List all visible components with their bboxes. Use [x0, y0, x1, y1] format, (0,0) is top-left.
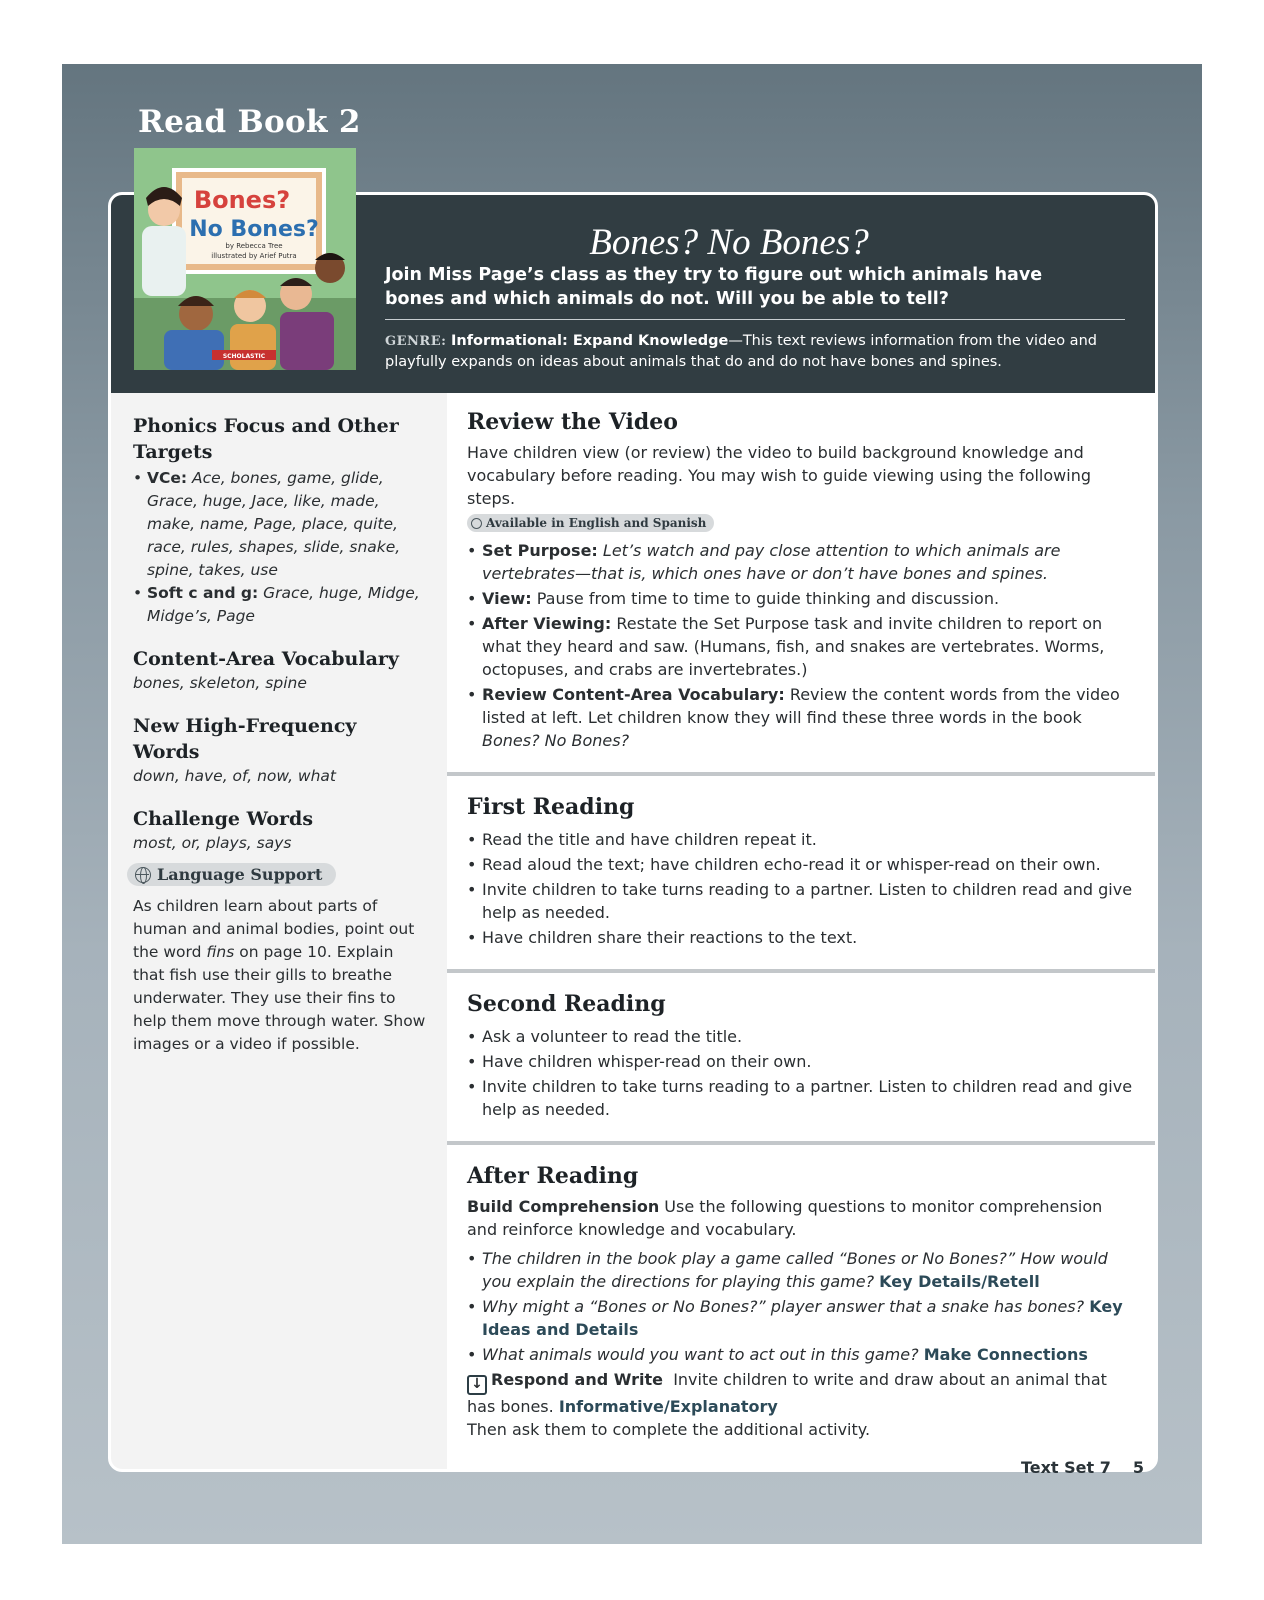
genre-key: GENRE:: [385, 334, 447, 349]
cover-title-line2: No Bones?: [189, 217, 319, 242]
language-support-badge: [127, 863, 336, 886]
section-title: Read Book 2: [138, 104, 361, 140]
book-cover-image: [134, 148, 356, 370]
step-label: After Viewing:: [482, 613, 612, 633]
first-reading-heading: First Reading: [467, 793, 635, 820]
phonics-heading: Phonics Focus and Other Targets: [133, 415, 399, 463]
list-item: • Invite children to take turns reading to a partner. Listen to children read and give help as needed.: [467, 878, 1135, 924]
book-description: Join Miss Page’s class as they try to figure out which animals have bones and which animals do not. Will you be able to tell?: [385, 265, 1043, 309]
lang-text-part: As children learn about parts of human and animal bodies, point out the word: [133, 896, 415, 961]
genre-label: Informational: Expand Knowledge: [451, 333, 729, 349]
step-text: Let’s watch and pay close attention to which animals are vertebrates—that is, which ones have or don’t have bones and spines.: [482, 540, 1061, 583]
page-number: 5: [1132, 1458, 1144, 1477]
phonics-list: [133, 467, 429, 628]
footer-text-set: Text Set 7: [1020, 1458, 1111, 1477]
download-arrow-icon: ↓: [467, 1375, 487, 1395]
step-text: Restate the Set Purpose task and invite children to report on what they heard and saw. (Humans, fish, and snakes are vertebrates. Worms, octopuses, and crabs are invertebrates.): [482, 613, 1105, 679]
globe-icon: [471, 518, 482, 529]
respond-and-write: [467, 1368, 1135, 1418]
respond-text: Invite children to write and draw about an animal that has bones.: [467, 1369, 1107, 1416]
language-support-label: Language Support: [157, 865, 323, 884]
step-label: Review Content-Area Vocabulary:: [482, 684, 785, 704]
step-text: Pause from time to time to guide thinking and discussion.: [536, 588, 1000, 608]
list-item: [467, 612, 1135, 681]
list-item: [133, 467, 429, 582]
challenge-heading: Challenge Words: [133, 808, 314, 830]
question-list: [467, 1247, 1135, 1366]
book-title-ref: Bones? No Bones?: [482, 730, 630, 750]
vce-words: Ace, bones, game, glide, Grace, huge, Jace, like, made, make, name, Page, place, quite, race, rules, shapes, slide, snake, spine, takes, use: [147, 469, 401, 579]
second-reading-list: [467, 1025, 1135, 1121]
list-item: [133, 582, 429, 628]
list-item: [467, 1247, 1135, 1293]
build-comprehension: [467, 1195, 1135, 1241]
list-item: • Read aloud the text; have children echo-read it or whisper-read on their own.: [467, 853, 1135, 876]
cover-author: by Rebecca Tree: [225, 242, 283, 250]
second-reading-section: [447, 973, 1155, 1141]
list-item: • Have children whisper-read on their own.: [467, 1050, 1135, 1073]
language-support-text: [133, 895, 429, 1056]
first-reading-list: [467, 828, 1135, 949]
after-reading-heading: After Reading: [467, 1162, 639, 1189]
publisher-logo: SCHOLASTIC: [222, 353, 266, 360]
second-reading-heading: Second Reading: [467, 990, 666, 1017]
review-steps: [467, 539, 1135, 752]
availability-label: Available in English and Spanish: [486, 516, 707, 530]
high-frequency-words: down, have, of, now, what: [133, 767, 337, 785]
book-title: Bones? No Bones?: [589, 222, 869, 263]
question-text: What animals would you want to act out in this game?: [482, 1344, 919, 1364]
list-item: [467, 683, 1135, 752]
lesson-card: [108, 192, 1158, 1472]
vocab-heading: Content-Area Vocabulary: [133, 648, 399, 670]
globe-icon: [135, 867, 151, 883]
step-label: View:: [482, 588, 532, 608]
list-item: [467, 539, 1135, 585]
soft-label: Soft c and g:: [147, 584, 259, 602]
review-intro: Have children view (or review) the video to build background knowledge and vocabulary before reading. You may wish to guide viewing using the following steps.: [467, 443, 1091, 508]
question-text: Why might a “Bones or No Bones?” player answer that a snake has bones?: [482, 1296, 1085, 1316]
first-reading-section: [447, 776, 1155, 969]
after-reading-section: [447, 1145, 1155, 1459]
cover-illustrator: illustrated by Arief Putra: [211, 252, 297, 260]
list-item: [467, 1295, 1135, 1341]
list-item: • Have children share their reactions to the text.: [467, 926, 1135, 949]
closing-text: Then ask them to complete the additional activity.: [467, 1419, 871, 1439]
list-item: [467, 587, 1135, 610]
review-heading: Review the Video: [467, 409, 678, 435]
build-text: Use the following questions to monitor comprehension and reinforce knowledge and vocabulary.: [467, 1196, 1103, 1239]
vocab-words: bones, skeleton, spine: [133, 674, 307, 692]
high-frequency-heading: New High-Frequency Words: [133, 715, 357, 763]
list-item: [467, 1343, 1135, 1366]
list-item: • Read the title and have children repeat it.: [467, 828, 1135, 851]
lang-keyword: fins: [206, 942, 235, 961]
header-divider: [385, 319, 1125, 320]
step-text: Review the content words from the video listed at left. Let children know they will find these three words in the book: [482, 684, 1120, 727]
genre-note: [385, 331, 1105, 373]
genre-text: —This text reviews information from the video and playfully expands on ideas about animals that do and do not have bones and spines.: [385, 333, 1097, 370]
soft-words: Grace, huge, Midge, Midge’s, Page: [147, 584, 420, 625]
step-label: Set Purpose:: [482, 540, 598, 560]
review-video-section: [447, 393, 1155, 772]
build-label: Build Comprehension: [467, 1196, 660, 1216]
vce-label: VCe:: [147, 469, 188, 487]
skill-tag: Make Connections: [923, 1344, 1088, 1364]
skill-tag: Informative/Explanatory: [558, 1396, 778, 1416]
skill-tag: Key Details/Retell: [879, 1271, 1040, 1291]
main-content: [447, 393, 1155, 1459]
cover-title-line1: Bones?: [193, 186, 291, 214]
page-footer: [1021, 1458, 1144, 1477]
list-item: • Ask a volunteer to read the title.: [467, 1025, 1135, 1048]
respond-label: Respond and Write: [491, 1369, 664, 1389]
challenge-words: most, or, plays, says: [133, 834, 292, 852]
question-text: The children in the book play a game called “Bones or No Bones?” How would you explain the directions for playing this game?: [482, 1248, 1108, 1291]
list-item: • Invite children to take turns reading to a partner. Listen to children read and give help as needed.: [467, 1075, 1135, 1121]
lang-text-part: on page 10. Explain that fish use their gills to breathe underwater. They use their fins to help them move through water. Show images or a video if possible.: [133, 942, 426, 1053]
skill-tag: Key Ideas and Details: [482, 1296, 1123, 1339]
language-availability-badge: [467, 514, 714, 532]
sidebar: [111, 393, 447, 1472]
